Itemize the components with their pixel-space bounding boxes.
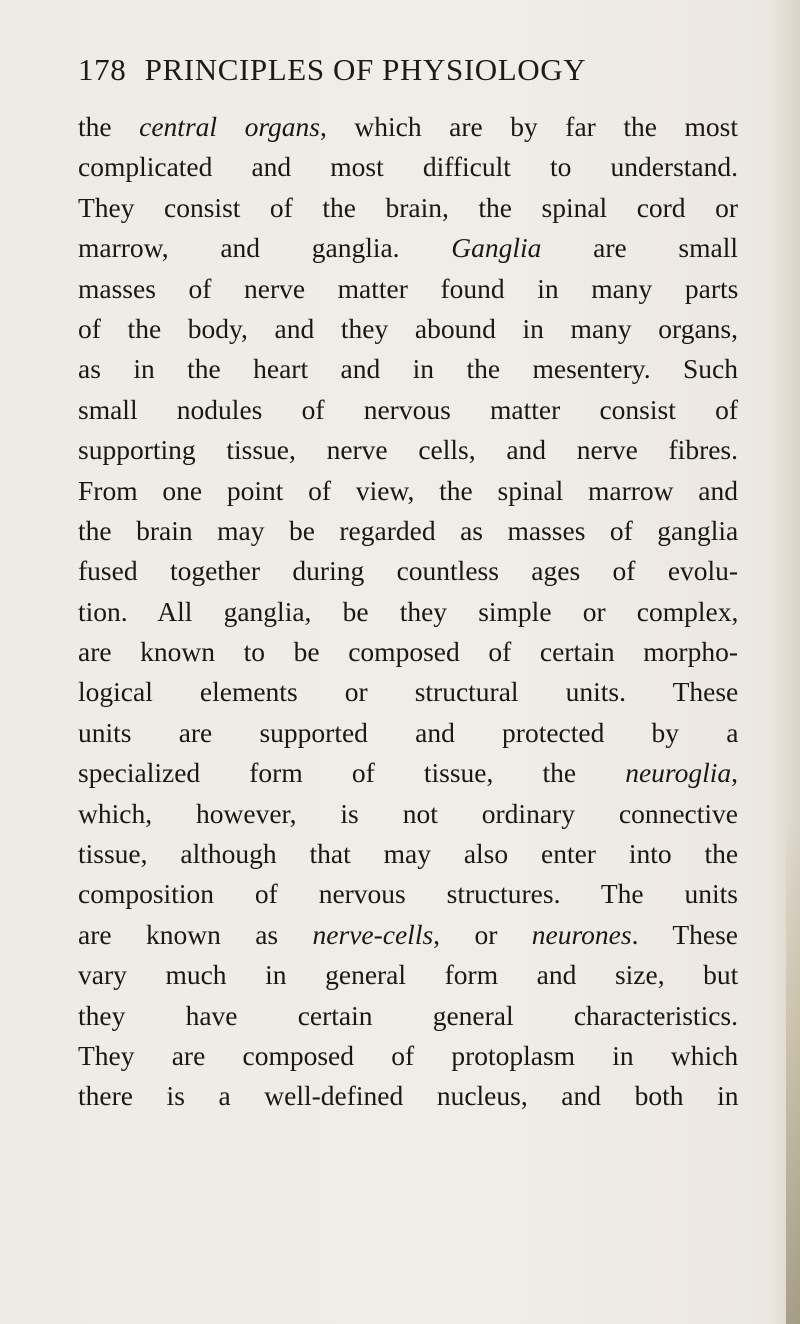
text-line: units are supported and protected by a (78, 716, 739, 748)
text-line: They consist of the brain, the spinal cord or (78, 191, 738, 223)
body-paragraph (78, 107, 738, 1117)
text-line: vary much in general form and size, but (78, 959, 739, 991)
text-line: tissue, although that may also enter into the (78, 838, 739, 870)
text-line: tion. All ganglia, be they simple or complex, (78, 595, 739, 627)
text-line: composition of nervous structures. The units (78, 878, 738, 910)
text-line: they have certain general characteristics. (78, 999, 738, 1031)
text-line: which, however, is not ordinary connective (78, 797, 738, 829)
text-line: marrow, and ganglia. Ganglia are small (78, 232, 738, 264)
text-line: supporting tissue, nerve cells, and nerve fibres. (78, 434, 739, 466)
text-line: specialized form of tissue, the neuroglia, (78, 757, 738, 789)
text-line: there is a well-defined nucleus, and both in (78, 1080, 739, 1112)
page-number: 178 (78, 52, 127, 87)
text-line: From one point of view, the spinal marrow and (78, 474, 738, 506)
text-line: of the body, and they abound in many organs, (78, 312, 738, 344)
text-line: logical elements or structural units. These (78, 676, 739, 708)
running-title: PRINCIPLES OF PHYSIOLOGY (144, 52, 587, 87)
text-line: are known as nerve-cells, or neurones. These (78, 918, 739, 950)
text-line: complicated and most difficult to understand. (78, 151, 738, 183)
text-line: are known to be composed of certain morpho- (78, 636, 738, 668)
text-line: as in the heart and in the mesentery. Such (78, 353, 738, 385)
text-line: fused together during countless ages of evolu- (78, 555, 739, 587)
text-line: the central organs, which are by far the most (78, 111, 738, 142)
text-line: They are composed of protoplasm in which (78, 1039, 739, 1071)
text-line: the brain may be regarded as masses of ganglia (78, 514, 739, 546)
text-line: small nodules of nervous matter consist of (78, 393, 738, 425)
running-header (78, 52, 586, 88)
text-line: masses of nerve matter found in many parts (78, 272, 739, 304)
page-edge-stain (786, 820, 800, 1324)
